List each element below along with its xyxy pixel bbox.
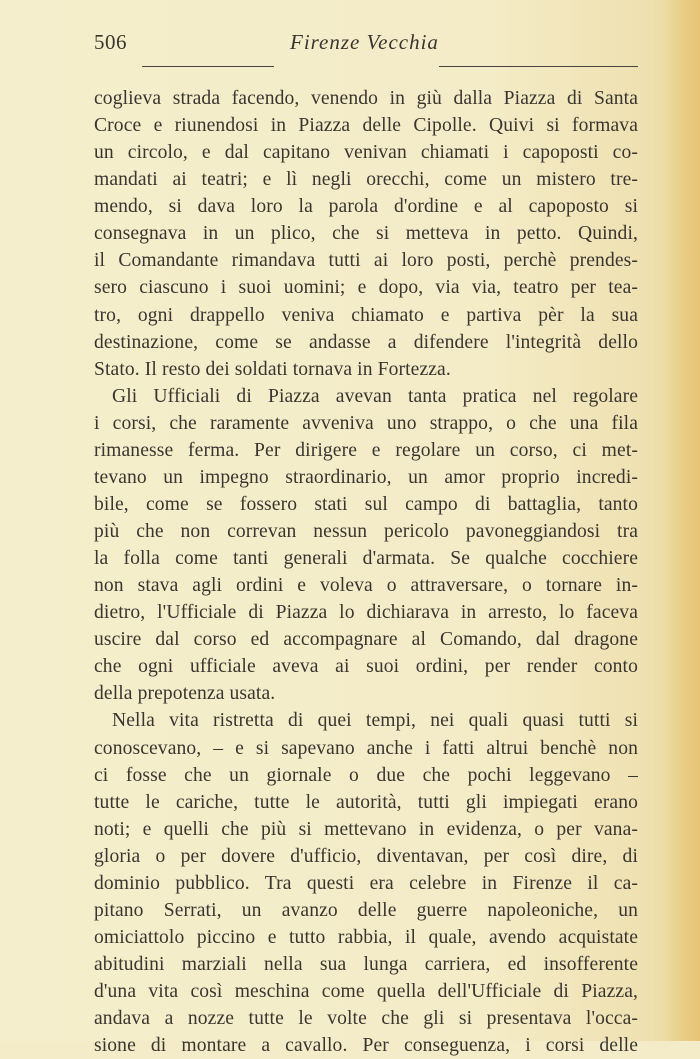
text-line: dietro, l'Ufficiale di Piazza lo dichiarava in arresto, lo faceva (94, 602, 638, 624)
header-rule-left (142, 66, 274, 67)
text-line: sero ciascuno i suoi uomini; e dopo, via via, teatro per tea- (94, 277, 638, 299)
text-line: mendo, si dava loro la parola d'ordine e al capoposto si (94, 196, 638, 218)
text-line: uscire dal corso ed accompagnare al Comando, dal dragone (94, 629, 638, 651)
text-line: mandati ai teatri; e lì negli orecchi, come un mistero tre- (94, 169, 638, 191)
text-line: abitudini marziali nella sua lunga carriera, ed insofferente (94, 954, 638, 975)
text-line: pitano Serrati, un avanzo delle guerre napoleoniche, un (94, 899, 638, 921)
text-line: bile, come se fossero stati sul campo di battaglia, tanto (94, 493, 638, 515)
text-line: conoscevano, – e si sapevano anche i fatti altrui benchè non (94, 737, 638, 759)
text-line: tevano un impegno straordinario, un amor proprio incredi- (94, 466, 638, 488)
text-line: della prepotenza usata. (94, 683, 276, 705)
paragraph (94, 383, 638, 708)
text-line: coglieva strada facendo, venendo in giù dalla Piazza di Santa (94, 88, 638, 109)
page-number: 506 (94, 30, 127, 54)
text-line: andava a nozze tutte le volte che gli si presentava l'occa- (94, 1008, 638, 1030)
paragraph (94, 707, 638, 1059)
text-line: sione di montare a cavallo. Per conseguenza, i corsi delle (94, 1035, 638, 1057)
body-text (94, 85, 638, 1059)
text-line: rimanesse ferma. Per dirigere e regolare un corso, ci met- (94, 439, 638, 461)
text-line: i corsi, che raramente avveniva uno strappo, o che una fila (94, 412, 638, 434)
text-line: tro, ogni drappello veniva chiamato e partiva pèr la sua (94, 304, 638, 326)
text-line: d'una vita così meschina come quella dell'Ufficiale di Piazza, (94, 981, 638, 1003)
text-line: un circolo, e dal capitano venivan chiamati i capoposti co- (94, 142, 638, 164)
text-line: omiciattolo piccino e tutto rabbia, il quale, avendo acquistate (94, 926, 638, 948)
text-line: Nella vita ristretta di quei tempi, nei quali quasi tutti si (112, 710, 638, 732)
text-line: noti; e quelli che più si mettevano in evidenza, o per vana- (94, 818, 638, 840)
running-title: Firenze Vecchia (290, 30, 439, 54)
text-line: non stava agli ordini e voleva o attraversare, o tornare in- (94, 575, 638, 597)
text-line: dominio pubblico. Tra questi era celebre in Firenze il ca- (94, 872, 638, 894)
text-line: Croce e riunendosi in Piazza delle Cipolle. Quivi si formava (94, 115, 638, 137)
text-line: gloria o per dovere d'ufficio, diventavan, per così dire, di (94, 845, 638, 867)
text-line: Stato. Il resto dei soldati tornava in Fortezza. (94, 358, 451, 380)
text-line: che ogni ufficiale aveva ai suoi ordini, per render conto (94, 656, 638, 678)
running-header (94, 30, 638, 60)
header-rule-right (439, 66, 638, 67)
text-line: la folla come tanti generali d'armata. Se qualche cocchiere (94, 548, 638, 570)
paragraph (94, 85, 638, 383)
text-line: Gli Ufficiali di Piazza avevan tanta pratica nel regolare (112, 385, 638, 407)
text-line: il Comandante rimandava tutti ai loro posti, perchè prendes- (94, 250, 638, 272)
text-line: consegnava in un plico, che si metteva in petto. Quindi, (94, 223, 638, 245)
text-line: più che non correvan nessun pericolo pavoneggiandosi tra (94, 521, 638, 542)
text-line: destinazione, come se andasse a difendere l'integrità dello (94, 331, 638, 353)
text-line: tutte le cariche, tutte le autorità, tutti gli impiegati erano (94, 791, 638, 813)
text-line: ci fosse che un giornale o due che pochi leggevano – (94, 764, 638, 786)
page-edge-shading (664, 0, 700, 1041)
